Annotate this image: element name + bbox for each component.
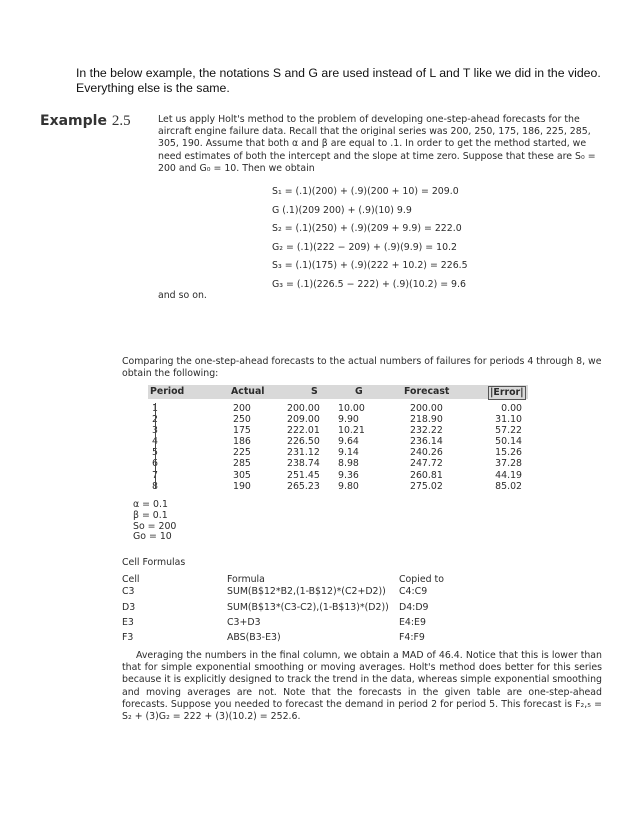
cell-g: 10.00	[338, 403, 365, 414]
cell-period: 5	[152, 447, 158, 459]
cell-actual: 285	[233, 458, 251, 470]
cell-s: 265.23	[287, 480, 320, 492]
cell-forecast: 260.81	[410, 469, 443, 481]
cell-g: 9.90	[338, 414, 359, 426]
cell-error: 44.19	[495, 469, 522, 481]
conclusion-paragraph: Averaging the numbers in the final column, we obtain a MAD of 46.4. Notice that this is lower than that for simple exponential smoothing or moving averages. Holt's method does better for this series because it is explicitly designed to track the trend in the data, whereas simple exponential smoothing and moving averages are not. Note that the forecasts in the given table are one-step-ahead forecasts. Suppose you needed to forecast the demand in period 2 for period 5. This forecast is F₂,₅ = S₂ + (3)G₂ = 222 + (3)(10.2) = 252.6.	[122, 650, 602, 723]
cell-g: 8.98	[338, 458, 359, 470]
comparison-paragraph: Comparing the one-step-ahead forecasts to the actual numbers of failures for periods 4 through 8, we obtain the following:	[122, 356, 602, 380]
equation-5: S₃ = (.1)(175) + (.9)(222 + 10.2) = 226.5	[272, 260, 468, 272]
cell-actual: 190	[233, 480, 251, 492]
formula-text: Formula	[227, 574, 265, 585]
formula-copied: D4:D9	[399, 602, 429, 613]
cell-period: 7	[152, 469, 158, 481]
cell-error: 0.00	[501, 403, 522, 414]
cell-forecast: 236.14	[410, 436, 443, 448]
header-actual: Actual	[231, 386, 265, 397]
cell-actual: 175	[233, 425, 251, 437]
forecast-table	[148, 385, 528, 495]
beta-value: β = 0.1	[133, 509, 168, 521]
cell-s: 238.74	[287, 458, 320, 470]
equation-4: G₂ = (.1)(222 − 209) + (.9)(9.9) = 10.2	[272, 241, 458, 253]
cell-actual: 250	[233, 414, 251, 426]
cell-forecast: 247.72	[410, 458, 443, 470]
header-period: Period	[150, 386, 185, 397]
cell-forecast: 200.00	[410, 403, 443, 414]
cell-s: 226.50	[287, 436, 320, 448]
formula-row	[122, 586, 602, 598]
cell-forecast: 232.22	[410, 425, 443, 437]
example-label	[40, 113, 131, 130]
cell-forecast: 218.90	[410, 414, 443, 426]
formula-text: SUM(B$12*B2,(1-B$12)*(C2+D2))	[227, 586, 386, 597]
equation-block	[272, 186, 468, 298]
header-forecast: Forecast	[404, 386, 450, 397]
equation-3: S₂ = (.1)(250) + (.9)(209 + 9.9) = 222.0	[272, 223, 462, 235]
cell-g: 9.80	[338, 480, 359, 492]
intro-note: In the below example, the notations S and G are used instead of L and T like we did in the video. Everything else is the same.	[76, 66, 601, 95]
cell-forecast: 275.02	[410, 480, 443, 492]
equation-2: G (.1)(209 200) + (.9)(10) 9.9	[272, 204, 412, 216]
formula-copied: F4:F9	[399, 632, 425, 643]
cell-s: 200.00	[287, 403, 320, 414]
cell-period: 8	[152, 480, 158, 492]
formula-cell: F3	[122, 632, 134, 643]
cell-period: 6	[152, 458, 158, 470]
formula-cell: Cell	[122, 574, 140, 585]
cell-period: 1	[152, 403, 158, 414]
forecast-column	[410, 403, 460, 492]
equation-6: G₃ = (.1)(226.5 − 222) + (.9)(10.2) = 9.6	[272, 278, 466, 290]
cell-actual: 200	[233, 403, 251, 414]
cell-formulas-title: Cell Formulas	[122, 557, 186, 568]
cell-error: 15.26	[495, 447, 522, 459]
formula-row	[122, 617, 602, 629]
formula-copied: Copied to	[399, 574, 444, 585]
cell-g: 10.21	[338, 425, 365, 437]
cell-actual: 186	[233, 436, 251, 448]
cell-g: 9.64	[338, 436, 359, 448]
cell-actual: 225	[233, 447, 251, 459]
period-divider	[148, 403, 156, 489]
cell-forecast: 240.26	[410, 447, 443, 459]
formula-cell: D3	[122, 602, 136, 613]
s-column	[287, 403, 337, 492]
cell-error: 31.10	[495, 414, 522, 426]
cell-period: 3	[152, 425, 158, 437]
cell-s: 251.45	[287, 469, 320, 481]
equation-1: S₁ = (.1)(200) + (.9)(200 + 10) = 209.0	[272, 186, 459, 197]
cell-period: 2	[152, 414, 158, 426]
parameter-list	[133, 499, 176, 542]
header-g: G	[355, 386, 363, 397]
s0-value: So = 200	[133, 520, 177, 532]
formula-copied: C4:C9	[399, 586, 428, 597]
alpha-value: α = 0.1	[133, 499, 168, 510]
cell-s: 222.01	[287, 425, 320, 437]
formula-copied: E4:E9	[399, 617, 426, 628]
actual-column	[233, 403, 283, 492]
cell-period: 4	[152, 436, 158, 448]
formula-cell: E3	[122, 617, 134, 628]
cell-error: 50.14	[495, 436, 522, 448]
example-paragraph: Let us apply Holt's method to the problem of developing one-step-ahead forecasts for the aircraft engine failure data. Recall that the original series was 200, 250, 175, 186, 225, 285, 305, 190. Assume that both α and β are equal to .1. In order to get the method started, we need estimates of both the intercept and the slope at time zero. Suppose that these are S₀ = 200 and G₀ = 10. Then we obtain	[158, 114, 596, 174]
cell-actual: 305	[233, 469, 251, 481]
header-error: |Error|	[488, 386, 526, 400]
formula-text: ABS(B3-E3)	[227, 632, 281, 643]
cell-g: 9.14	[338, 447, 359, 459]
g0-value: Go = 10	[133, 531, 172, 543]
formula-text: C3+D3	[227, 617, 261, 628]
example-number: 2.5	[111, 113, 131, 129]
header-s: S	[311, 386, 318, 397]
formula-row	[122, 602, 602, 614]
cell-g: 9.36	[338, 469, 359, 481]
cell-error: 57.22	[495, 425, 522, 437]
cell-s: 231.12	[287, 447, 320, 459]
cell-s: 209.00	[287, 414, 320, 426]
formula-row	[122, 632, 602, 644]
example-label-text: Example	[40, 113, 107, 129]
cell-error: 85.02	[495, 480, 522, 492]
formula-row	[122, 574, 602, 586]
g-column	[338, 403, 388, 492]
formula-cell: C3	[122, 586, 135, 597]
table-header-row	[148, 385, 528, 399]
cell-error: 37.28	[495, 458, 522, 470]
formula-text: SUM(B$13*(C3-C2),(1-B$13)*(D2))	[227, 602, 389, 613]
error-column	[470, 403, 522, 492]
and-so-on-text: and so on.	[158, 290, 207, 301]
